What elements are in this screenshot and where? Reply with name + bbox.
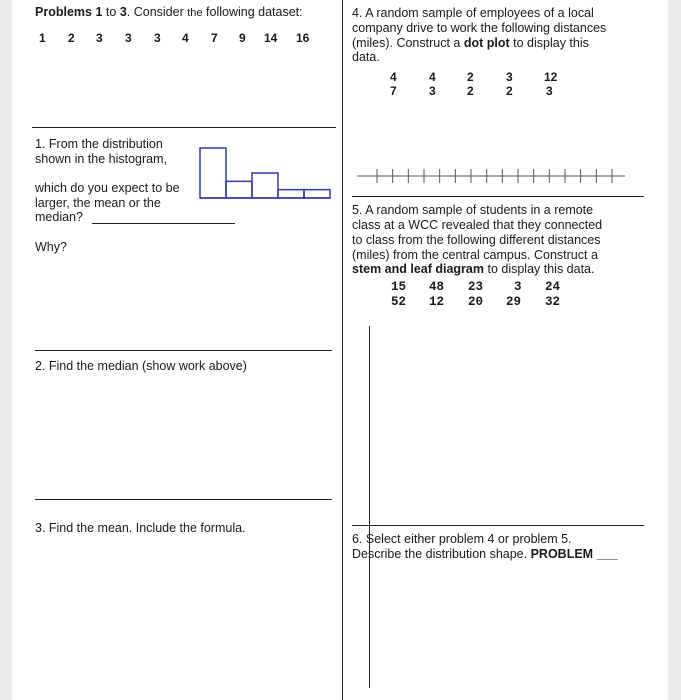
q1-line1: 1. From the distribution (35, 137, 163, 151)
q5-value: 48 (429, 280, 445, 294)
dataset-value: 4 (182, 31, 189, 45)
dataset-value: 3 (154, 31, 161, 45)
q1-why: Why? (35, 240, 67, 254)
q1-median-label: median? (35, 210, 83, 224)
rule-left-1 (32, 127, 336, 128)
q5-line5-b: to display this data. (484, 262, 595, 276)
q3-text: 3. Find the mean. Include the formula. (35, 521, 246, 535)
dot-plot-number-line[interactable] (357, 166, 627, 186)
q1-line4: larger, the mean or the (35, 196, 161, 210)
dataset-value: 16 (296, 31, 310, 45)
q4-pair-bottom: 7 (390, 84, 397, 98)
header-problems: Problems (35, 5, 92, 19)
q6-answer-blank[interactable]: ___ (596, 547, 618, 561)
problems-header (35, 5, 303, 21)
q5-value: 52 (391, 295, 407, 309)
q6-line1: 6. Select either problem 4 or problem 5. (352, 532, 572, 546)
q4-pair-top: 4 (390, 70, 397, 84)
q4-pair-bottom: 3 (429, 84, 436, 98)
q5-value: 24 (545, 280, 561, 294)
header-following: following dataset: (206, 5, 303, 19)
q4-dot-plot: dot plot (463, 36, 510, 50)
column-divider (342, 0, 343, 700)
q4-line1: 4. A random sample of employees of a local (352, 6, 594, 20)
q4-line3-a: (miles). Construct a (352, 36, 464, 50)
q4-pair-bottom: 3 (546, 84, 553, 98)
q5-line5 (352, 262, 594, 277)
q6-line2 (352, 547, 617, 562)
q4-line3-b: to display this (509, 36, 589, 50)
q4-line4: data. (352, 50, 380, 64)
q6-line2-a: Describe the distribution shape. (352, 547, 531, 561)
q4-pair-top: 12 (544, 70, 558, 84)
dataset-value: 14 (264, 31, 278, 45)
worksheet-page (12, 0, 668, 700)
histogram-bar (278, 190, 304, 198)
q5-line1: 5. A random sample of students in a remote (352, 203, 594, 217)
q4-pair-top: 4 (429, 70, 436, 84)
dataset-value: 3 (96, 31, 103, 45)
rule-right-2 (352, 525, 644, 526)
header-to: to (105, 5, 117, 19)
histogram-bar (252, 173, 278, 198)
stem-leaf-divider (369, 326, 370, 688)
header-n1: 1 (95, 5, 103, 19)
dataset-value: 1 (39, 31, 46, 45)
number-line-ticks (357, 169, 625, 183)
q1-line5 (35, 210, 83, 225)
header-consider: . Consider (126, 5, 184, 19)
q5-stem-leaf: stem and leaf diagram (352, 262, 484, 276)
q5-line3: to class from the following different distances (352, 233, 601, 247)
histogram-bars (200, 148, 330, 198)
q5-value: 12 (429, 295, 445, 309)
rule-left-2 (35, 350, 332, 351)
q5-value: 15 (391, 280, 407, 294)
q1-line3: which do you expect to be (35, 181, 180, 195)
histogram-bar (200, 148, 226, 198)
histogram-bar (304, 190, 330, 198)
dataset-value: 7 (211, 31, 218, 45)
q4-line3 (352, 36, 589, 51)
histogram-bar (226, 181, 252, 198)
header-the: the (187, 7, 203, 19)
dataset-value: 2 (68, 31, 75, 45)
dataset-value: 3 (125, 31, 132, 45)
q6-problem-label: PROBLEM (530, 547, 594, 561)
q4-pair-bottom: 2 (467, 84, 474, 98)
q4-line2: company drive to work the following distances (352, 21, 607, 35)
q5-line4: (miles) from the central campus. Construct a (352, 248, 598, 262)
q5-value: 23 (468, 280, 484, 294)
histogram (192, 138, 332, 202)
rule-right-1 (352, 196, 644, 197)
dataset-value: 9 (239, 31, 246, 45)
q5-value: 3 (514, 280, 522, 294)
q5-value: 29 (506, 295, 522, 309)
q4-pair-top: 3 (506, 70, 513, 84)
header-n3: 3 (119, 5, 127, 19)
q5-value: 32 (545, 295, 561, 309)
q5-value: 20 (468, 295, 484, 309)
q4-pair-top: 2 (467, 70, 474, 84)
q1-answer-blank[interactable] (92, 223, 235, 224)
q2-text: 2. Find the median (show work above) (35, 359, 247, 373)
q5-line2: class at a WCC revealed that they connected (352, 218, 603, 232)
rule-left-3 (35, 499, 332, 500)
q4-pair-bottom: 2 (506, 84, 513, 98)
q1-line2: shown in the histogram, (35, 152, 168, 166)
